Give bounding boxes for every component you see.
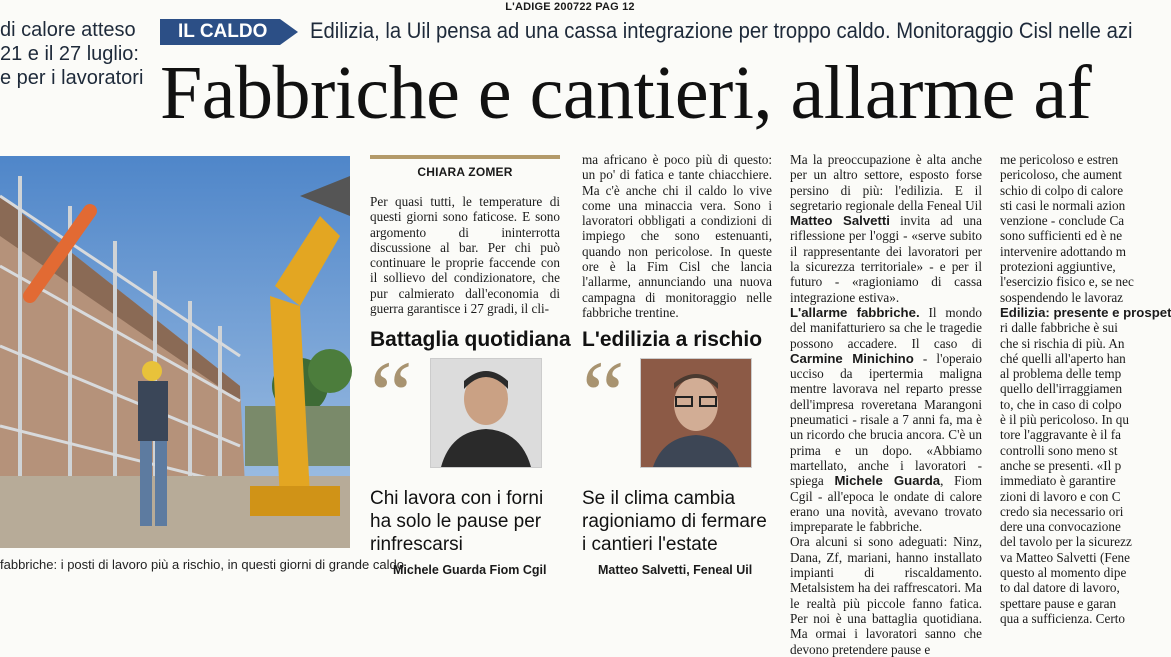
text-run: - l'operaio ucciso da ipertermia maligna mentre lavorava nel reparto presse dell'impresa roveretana Marangoni pneumatici - risale a 7 anni fa, ma è un ricordo che brucia ancora. C'è un prima e un dopo. «Abbiamo martellato, anche i lavoratori - spiega <box>790 350 983 489</box>
column-line: controlli sono meno st <box>1000 442 1118 458</box>
column-line: sono sufficienti ed è ne <box>1000 228 1123 244</box>
text-run: , Fiom Cgil - all'epoca le ondate di calore erano una novità, avevano trovato impreparate le fabbriche. <box>790 473 982 535</box>
column-line: va Matteo Salvetti (Fene <box>1000 549 1131 565</box>
portrait-photo-guarda <box>430 358 542 468</box>
section-tag: IL CALDO <box>160 19 280 45</box>
headline: Fabbriche e cantieri, allarme af <box>160 51 1092 135</box>
column-line: schio di colpo di calore <box>1000 182 1124 198</box>
quote-signature-1: Michele Guarda Fiom Cgil <box>393 563 547 577</box>
kicker-line: di calore atteso <box>0 19 136 41</box>
article-paragraph: ma africano è poco più di questo: un po' di fatica e tante chiacchiere. Ma c'è anche chi il caldo lo vive come una minaccia vera. Sono i lavoratori obbligati a condizioni di impiego che sono estenuanti, quando non pericolose. In queste ore è la Fim Cisl che lancia l'allarme, annunciando una nuova campagna di monitoraggio nelle fabbriche trentine. <box>582 152 772 320</box>
column-line: me pericoloso e estren <box>1000 152 1119 167</box>
byline-rule <box>370 155 560 159</box>
masthead: L'ADIGE 200722 PAG 12 <box>505 1 635 13</box>
person-name: Matteo Salvetti <box>790 213 890 229</box>
column-line: zioni di lavoro e con C <box>1000 488 1121 504</box>
construction-photo-illustration <box>0 156 350 548</box>
text-run: Ma la preoccupazione è alta anche per un altro settore, esposto forse persino di più: l'edilizia. E il segretario regionale della Feneal Uil <box>790 152 982 213</box>
kicker-line: e per i lavoratori <box>0 67 144 89</box>
article-column-3 <box>790 152 982 657</box>
column-line: è il più pericoloso. In qu <box>1000 412 1129 428</box>
person-name: Carmine Minichino <box>790 350 914 366</box>
paragraph-heading: L'allarme fabbriche. <box>790 304 920 320</box>
article-column-1 <box>370 194 560 316</box>
column-line: che si rischia di più. An <box>1000 335 1125 351</box>
column-line: ché quelli all'aperto han <box>1000 350 1126 366</box>
column-line: protezioni aggiuntive, <box>1000 259 1116 275</box>
article-column-2 <box>582 152 772 320</box>
article-paragraph: Per quasi tutti, le temperature di questi giorni sono faticose. E sono argomento di ininterrotta discussione al bar. Per chi può continuare le proprie faccende con il sollievo del condizionatore, che pur calmierato dall'economia di guerra garantisce i 27 gradi, il cli- <box>370 194 560 317</box>
column-line: immediato è garantire <box>1000 473 1116 489</box>
article-paragraph <box>790 305 982 534</box>
portrait-illustration <box>641 359 751 467</box>
portrait-photo-salvetti <box>640 358 752 468</box>
quote-marks-icon: “ <box>370 341 413 448</box>
photo-caption: fabbriche: i posti di lavoro più a rischio, in questi giorni di grande caldo <box>0 557 404 572</box>
portrait-illustration <box>431 359 541 467</box>
column-line: credo sia necessario ori <box>1000 503 1124 519</box>
construction-photo <box>0 156 350 548</box>
quote-signature-2: Matteo Salvetti, Feneal Uil <box>598 563 753 577</box>
column-line: al problema delle temp <box>1000 366 1122 382</box>
column-line: sti casi le normali azion <box>1000 197 1126 213</box>
column-line: to dal datore di lavoro, <box>1000 580 1120 596</box>
text-run: invita ad una riflessione per l'oggi - «serve subito il rappresentante dei lavoratori per la sicurezza territoriale» - e per il futuro - «ragioniamo di cassa integrazione estiva». <box>790 213 982 305</box>
column-line: del tavolo per la sicurezz <box>1000 534 1132 550</box>
paragraph-heading: Edilizia: presente e prospet <box>1000 304 1171 320</box>
column-line: tore l'aggravante è il fa <box>1000 427 1121 443</box>
column-line: intervenire adottando m <box>1000 243 1126 259</box>
byline: CHIARA ZOMER <box>417 165 513 179</box>
article-column-4 <box>1000 152 1171 626</box>
box-title-2: L'edilizia a rischio <box>582 328 763 351</box>
box-title-1: Battaglia quotidiana <box>370 328 571 351</box>
article-paragraph: Ora alcuni si sono adeguati: Ninz, Dana, Zf, mariani, hanno installato impianti di riscaldamento. Metalsistem ha dei raffrescatori. Ma le realtà più piccole fanno fatica. Per noi è una battaglia quotidiana. Ma ormai i lavoratori sanno che devono pretendere pause e <box>790 534 982 657</box>
person-name: Michele Guarda <box>834 473 941 489</box>
text-run: Il mondo del manifatturiero sa che le tragedie possono accadere. Il caso di <box>790 304 982 351</box>
kicker-left <box>0 18 143 90</box>
kicker-line: 21 e il 27 luglio: <box>0 43 139 65</box>
column-line: to, che in caso di colpo <box>1000 396 1122 412</box>
column-line: l'esercizio fisico e, se nec <box>1000 274 1134 290</box>
column-line: venzione - conclude Ca <box>1000 213 1125 229</box>
column-line: questo al momento dipe <box>1000 565 1127 581</box>
column-line: qua a sufficienza. Certo <box>1000 610 1125 626</box>
column-line: quello dell'irraggiamen <box>1000 381 1123 397</box>
pull-quote-2: Se il clima cambia ragioniamo di fermare i cantieri l'estate <box>582 488 767 555</box>
column-line: pericoloso, che aument <box>1000 167 1122 183</box>
pull-quote-1: Chi lavora con i forni ha solo le pause per rinfrescarsi <box>370 488 544 555</box>
column-line: ri dalle fabbriche è sui <box>1000 320 1118 336</box>
column-line: dere una convocazione <box>1000 519 1121 535</box>
subheadline: Edilizia, la Uil pensa ad una cassa integrazione per troppo caldo. Monitoraggio Cisl nelle azi <box>310 18 1133 43</box>
article-paragraph <box>790 152 982 305</box>
column-line: spettare pause e garan <box>1000 595 1117 611</box>
section-tag-arrow <box>280 19 298 45</box>
column-line: anche se presenti. «Il p <box>1000 457 1122 473</box>
column-line: sospendendo le lavoraz <box>1000 289 1124 305</box>
quote-marks-icon: “ <box>582 341 625 448</box>
